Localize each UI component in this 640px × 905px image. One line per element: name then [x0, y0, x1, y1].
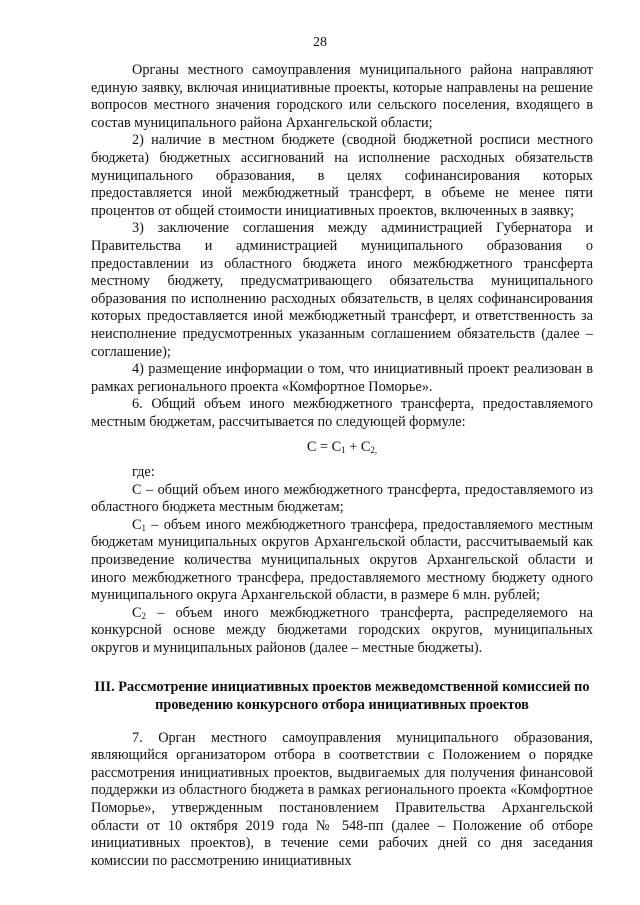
c2-text: – объем иного межбюджетного трансферта, распределяемого на конкурсной основе между бюджетами городских округов, муниципальных округов и муниципальных районов (далее – местные бюджеты). [91, 604, 593, 656]
formula-sub-2: 2, [370, 445, 378, 456]
definition-c2 [91, 605, 593, 658]
formula [91, 439, 593, 457]
c1-subscript: 1 [141, 522, 147, 533]
document-body [91, 62, 593, 870]
c2-symbol: C [132, 604, 142, 621]
paragraph-item-2: 2) наличие в местном бюджете (сводной бюджетной росписи местного бюджета) бюджетных ассигнований на исполнение расходных обязательств муниципального образования, в целях софинансирования которых предоставляется иной межбюджетный трансферт, в объеме не менее пяти процентов от общей стоимости инициативных проектов, включенных в заявку; [91, 132, 593, 219]
c1-symbol: C [132, 516, 142, 533]
page-number: 28 [313, 35, 327, 50]
formula-plus: + C [345, 439, 371, 456]
paragraph-item-4: 4) размещение информации о том, что инициативный проект реализован в рамках регионального проекта «Комфортное Поморье». [91, 361, 593, 395]
paragraph-6: 6. Общий объем иного межбюджетного трансферта, предоставляемого местным бюджетам, рассчитывается по следующей формуле: [91, 396, 593, 430]
paragraph-organs: Органы местного самоуправления муниципального района направляют единую заявку, включая инициативные проекты, которые направлены на решение вопросов местного значения городского или сельского поселения, входящего в состав муниципального района Архангельской области; [91, 62, 593, 131]
paragraph-7: 7. Орган местного самоуправления муниципального образования, являющийся организатором отбора в соответствии с Положением о порядке рассмотрения инициативных проектов, выдвигаемых для получения финансовой поддержки из областного бюджета в рамках регионального проекта «Комфортное Поморье», утвержденным постановлением Правительства Архангельской области от 10 октября 2019 года № 548-пп (далее – Положение об отборе инициативных проектов), в течение семи рабочих дней со дня заседания комиссии по рассмотрению инициативных [91, 729, 593, 869]
paragraph-item-3: 3) заключение соглашения между администрацией Губернатора и Правительства и администрацией муниципального образования о предоставлении из областного бюджета иного межбюджетного трансферта местному бюджету, предусматривающего обязательства муниципального образования по исполнению расходных обязательств, в целях софинансирования которых предоставляется иной межбюджетный трансферт, и ответственность за неисполнение предусмотренных указанным соглашением обязательств (далее – соглашение); [91, 220, 593, 360]
definition-c: С – общий объем иного межбюджетного трансферта, предоставляемого из областного бюджета местным бюджетам; [91, 481, 593, 516]
where-label: где: [132, 464, 155, 481]
definition-c1 [91, 517, 593, 605]
c2-subscript: 2 [141, 610, 147, 621]
section-heading: III. Рассмотрение инициативных проектов межведомственной комиссией по проведению конкурсного отбора инициативных проектов [94, 678, 590, 713]
c1-text: – объем иного межбюджетного трансфера, предоставляемого местным бюджетам муниципальных округов Архангельской области, рассчитываемый как произведение количества муниципальных округов Архангельской области и иного межбюджетного трансфера, предоставляемого местному бюджету одного муниципального округа Архангельской области, в размере 6 млн. рублей; [91, 516, 593, 604]
formula-lhs: C = C [306, 439, 342, 456]
formula-sub-1: 1 [341, 445, 346, 456]
